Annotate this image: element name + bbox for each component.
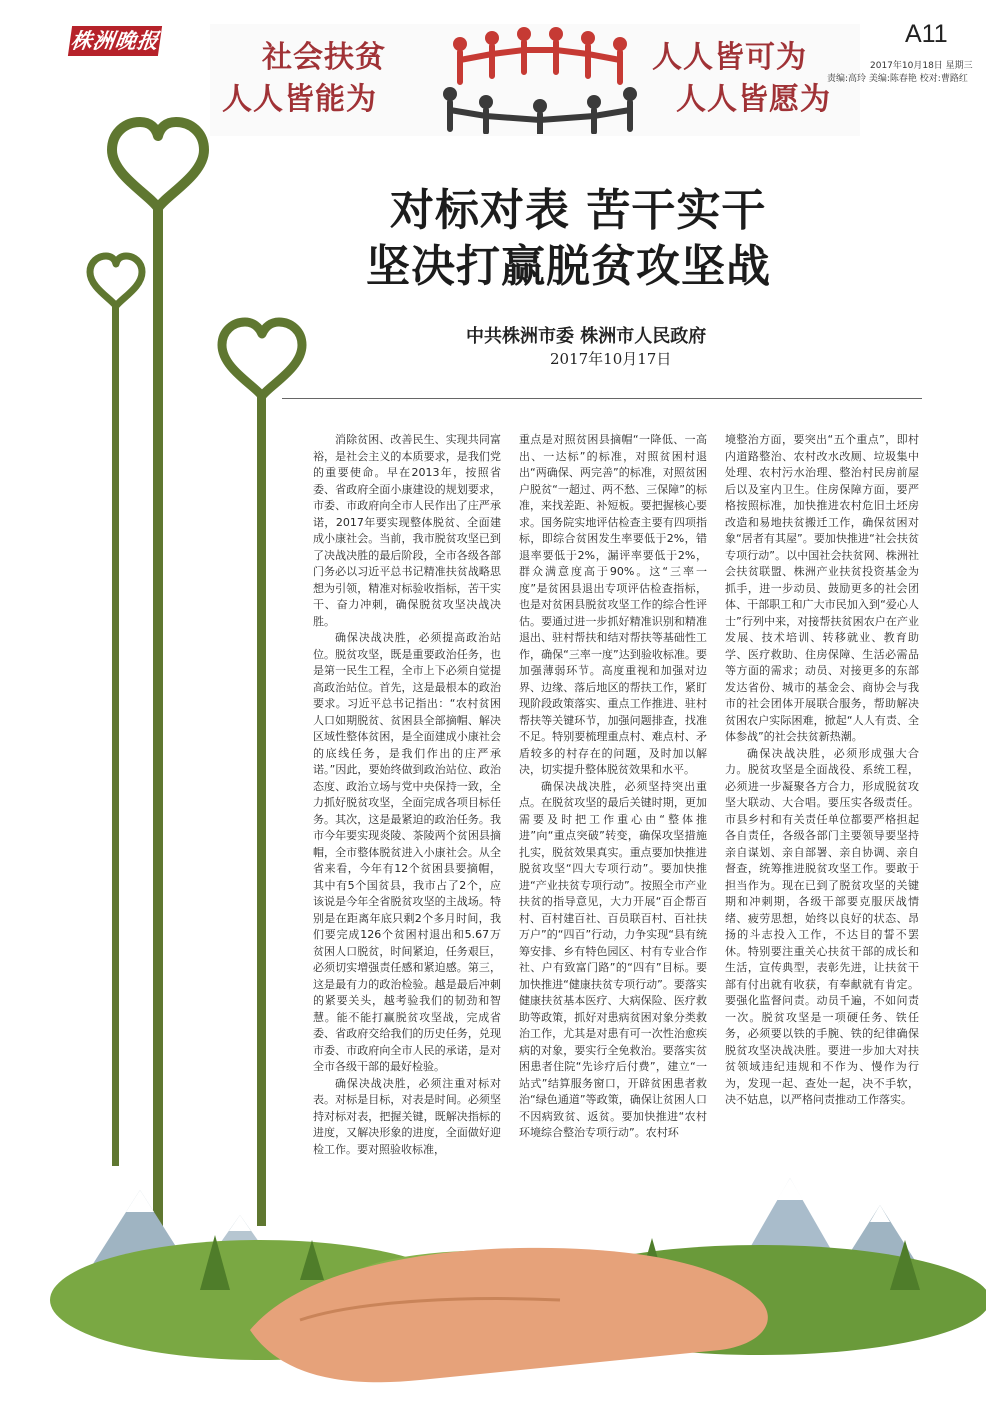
- paragraph: 境整治方面，要突出“五个重点”，即村内道路整治、农村改水改厕、垃圾集中处理、农村污水治理、整治村民房前屋后以及室内卫生。住房保障方面，要严格按照标准，加快推进农村危旧土坯房改造和易地扶贫搬迁工作，确保贫困对象“居者有其屋”。要加快推进“社会扶贫专项行动”。以中国社会扶贫网、株洲社会扶贫联盟、株洲产业扶贫投资基金为抓手，进一步动员、鼓励更多的社会团体、干部职工和广大市民加入到“爱心人士”行列中来，对接帮扶贫困农户在产业发展、技术培训、转移就业、教育助学、医疗救助、住房保障、生活必需品等方面的需求；动员、对接更多的东部发达省份、城市的基金会、商协会与我市的社会团体开展联合服务，帮助解决贫困农户实际困难，掀起“人人有责、全体参战”的社会扶贫新热潮。: [725, 433, 919, 743]
- slogan-right-1: 人人皆可为: [652, 40, 807, 75]
- people-circle-icon: [420, 24, 660, 134]
- divider: [282, 398, 922, 399]
- paragraph: 确保决战决胜，必须提高政治站位。脱贫攻坚，既是重要政治任务，也是第一民生工程，全市上下必须自觉提高政治站位。首先，这是最根本的政治要求。习近平总书记指出：“农村贫困人口如期脱贫、贫困县全部摘帽、解决区域性整体贫困，是全面建成小康社会的底线任务，是我们作出的庄严承诺。”因此，要始终做到政治站位、政治态度、政治立场与党中央保持一致，全力抓好脱贫攻坚，全面完成各项目标任务。其次，这是最紧迫的政治任务。我市今年要实现炎陵、茶陵两个贫困县摘帽，全市整体脱贫进入小康社会。从全省来看，今年有12个贫困县要摘帽，其中有5个国贫县，我市占了2个，应该说是今年全省脱贫攻坚的主战场。特别是在距离年底只剩2个多月时间，我们要完成126个贫困村退出和5.67万贫困人口脱贫，时间紧迫，任务艰巨，必须切实增强责任感和紧迫感。第三，这是最有力的政治检验。越是最后冲刺的紧要关头，越考验我们的韧劲和智慧。能不能打赢脱贫攻坚战，完成省委、省政府交给我们的历史任务，兑现市委、市政府向全市人民的承诺，是对全市各级干部的最好检验。: [313, 631, 501, 1073]
- heart-tree-icon: [112, 122, 204, 208]
- article-date: 2017年10月17日: [550, 350, 672, 368]
- page-number: A11: [905, 20, 948, 48]
- paragraph: 消除贫困、改善民生、实现共同富裕，是社会主义的本质要求，是我们党的重要使命。早在2013年，按照省委、省政府全面小康建设的规划要求，市委、市政府向全市人民作出了庄严承诺，2017年要实现整体脱贫、全面建成小康社会。当前，我市脱贫攻坚已到了决战决胜的最后阶段，全市各级各部门务必以习近平总书记精准扶贫战略思想为引领，精准对标验收指标，苦干实干、奋力冲刺，确保脱贫攻坚决战决胜。: [313, 433, 501, 628]
- slogan-right-2: 人人皆愿为: [676, 82, 831, 117]
- paragraph: 确保决战决胜，必须坚持突出重点。在脱贫攻坚的最后关键时期，更加需要及时把工作重心由“整体推进”向“重点突破”转变，确保攻坚措施扎实，脱贫效果真实。重点要加快推进脱贫攻坚“四大专项行动”。要加快推进“产业扶贫专项行动”。按照全市产业扶贫的指导意见，大力开展“百企帮百村、百村建百社、百员联百村、百社扶万户”的“四百”行动，力争实现“县有统筹安排、乡有特色园区、村有专业合作社、户有致富门路”的“四有”目标。要加快推进“健康扶贫专项行动”。要落实健康扶贫基本医疗、大病保险、医疗救助等政策，抓好对患病贫困对象分类救治工作，尤其是对患有可一次性治愈疾病的对象，要实行全免救治。要落实贫困患者住院“先诊疗后付费”，建立“一站式”结算服务窗口，开辟贫困患者救治“绿色通道”等政策，确保让贫困人口不因病致贫、返贫。要加快推进“农村环境综合整治专项行动”。农村环: [519, 779, 707, 1139]
- article-author: 中共株洲市委 株洲市人民政府: [466, 326, 707, 347]
- slogan-left-2: 人人皆能为: [222, 82, 377, 117]
- paragraph: 确保决战决胜，必须形成强大合力。脱贫攻坚是全面战役、系统工程，必须进一步凝聚各方合力，形成脱贫攻坚大联动、大合唱。要压实各级责任。市县乡村和有关责任单位都要严格担起各自责任，各级各部门主要领导要坚持亲自谋划、亲自部署、亲自协调、亲自督查，统筹推进脱贫攻坚工作。要敢于担当作为。现在已到了脱贫攻坚的关键期和冲刺期，各级干部要克服厌战情绪、疲劳思想，始终以良好的状态、昂扬的斗志投入工作，不达目的誓不罢休。特别要注重关心扶贫干部的成长和生活，宣传典型，表彰先进，让扶贫干部有付出就有收获，有奉献就有肯定。要强化监督问责。动员千遍，不如问责一次。脱贫攻坚是一项硬任务、铁任务，必须要以铁的手腕、铁的纪律确保脱贫攻坚决战决胜。要进一步加大对扶贫领域违纪违规和不作为、慢作为行为，发现一起、查处一起，决不手软，决不姑息，以严格问责推动工作落实。: [725, 746, 919, 1106]
- article-column-2: [519, 432, 707, 1162]
- newspaper-logo: 株洲晚报: [68, 26, 162, 56]
- issue-date: 2017年10月18日 星期三: [870, 61, 973, 71]
- article-column-1: [313, 432, 501, 1162]
- paragraph: 重点是对照贫困县摘帽“一降低、一高出、一达标”的标准，对照贫困村退出“两确保、两完善”的标准，对照贫困户脱贫“一超过、两不愁、三保障”的标准，来找差距、补短板。要把握核心要求。国务院实地评估检查主要有四项指标，即综合贫困发生率要低于2%，错退率要低于2%，漏评率要低于2%，群众满意度高于90%。这“三率一度”是贫困县退出专项评估检查指标，也是对贫困县脱贫攻坚工作的综合性评估。要通过进一步抓好精准识别和精准退出、驻村帮扶和结对帮扶等基础性工作，确保“三率一度”达到验收标准。要加强薄弱环节。高度重视和加强对边界、边缘、落后地区的帮扶工作，紧盯现阶段政策落实、重点工作推进、驻村帮扶等关键环节，加强问题排查，找准不足。特别要梳理重点村、难点村、矛盾较多的村存在的问题，及时加以解决，切实提升整体脱贫效果和水平。: [519, 433, 707, 776]
- editors-credit: 责编:高玲 美编:陈春艳 校对:曹路红: [827, 74, 968, 84]
- headline-line-2: 坚决打赢脱贫攻坚战: [366, 241, 771, 292]
- paragraph: 确保决战决胜，必须注重对标对表。对标是目标，对表是时间。必须坚持对标对表，把握关键，既解决指标的进度，又解决形象的进度，全面做好迎检工作。要对照验收标准，: [313, 1076, 501, 1156]
- hand-illustration: [250, 1248, 768, 1382]
- article-column-3: [725, 432, 919, 1162]
- slogan-left-1: 社会扶贫: [262, 40, 386, 75]
- headline-line-1: 对标对表 苦干实干: [390, 185, 767, 236]
